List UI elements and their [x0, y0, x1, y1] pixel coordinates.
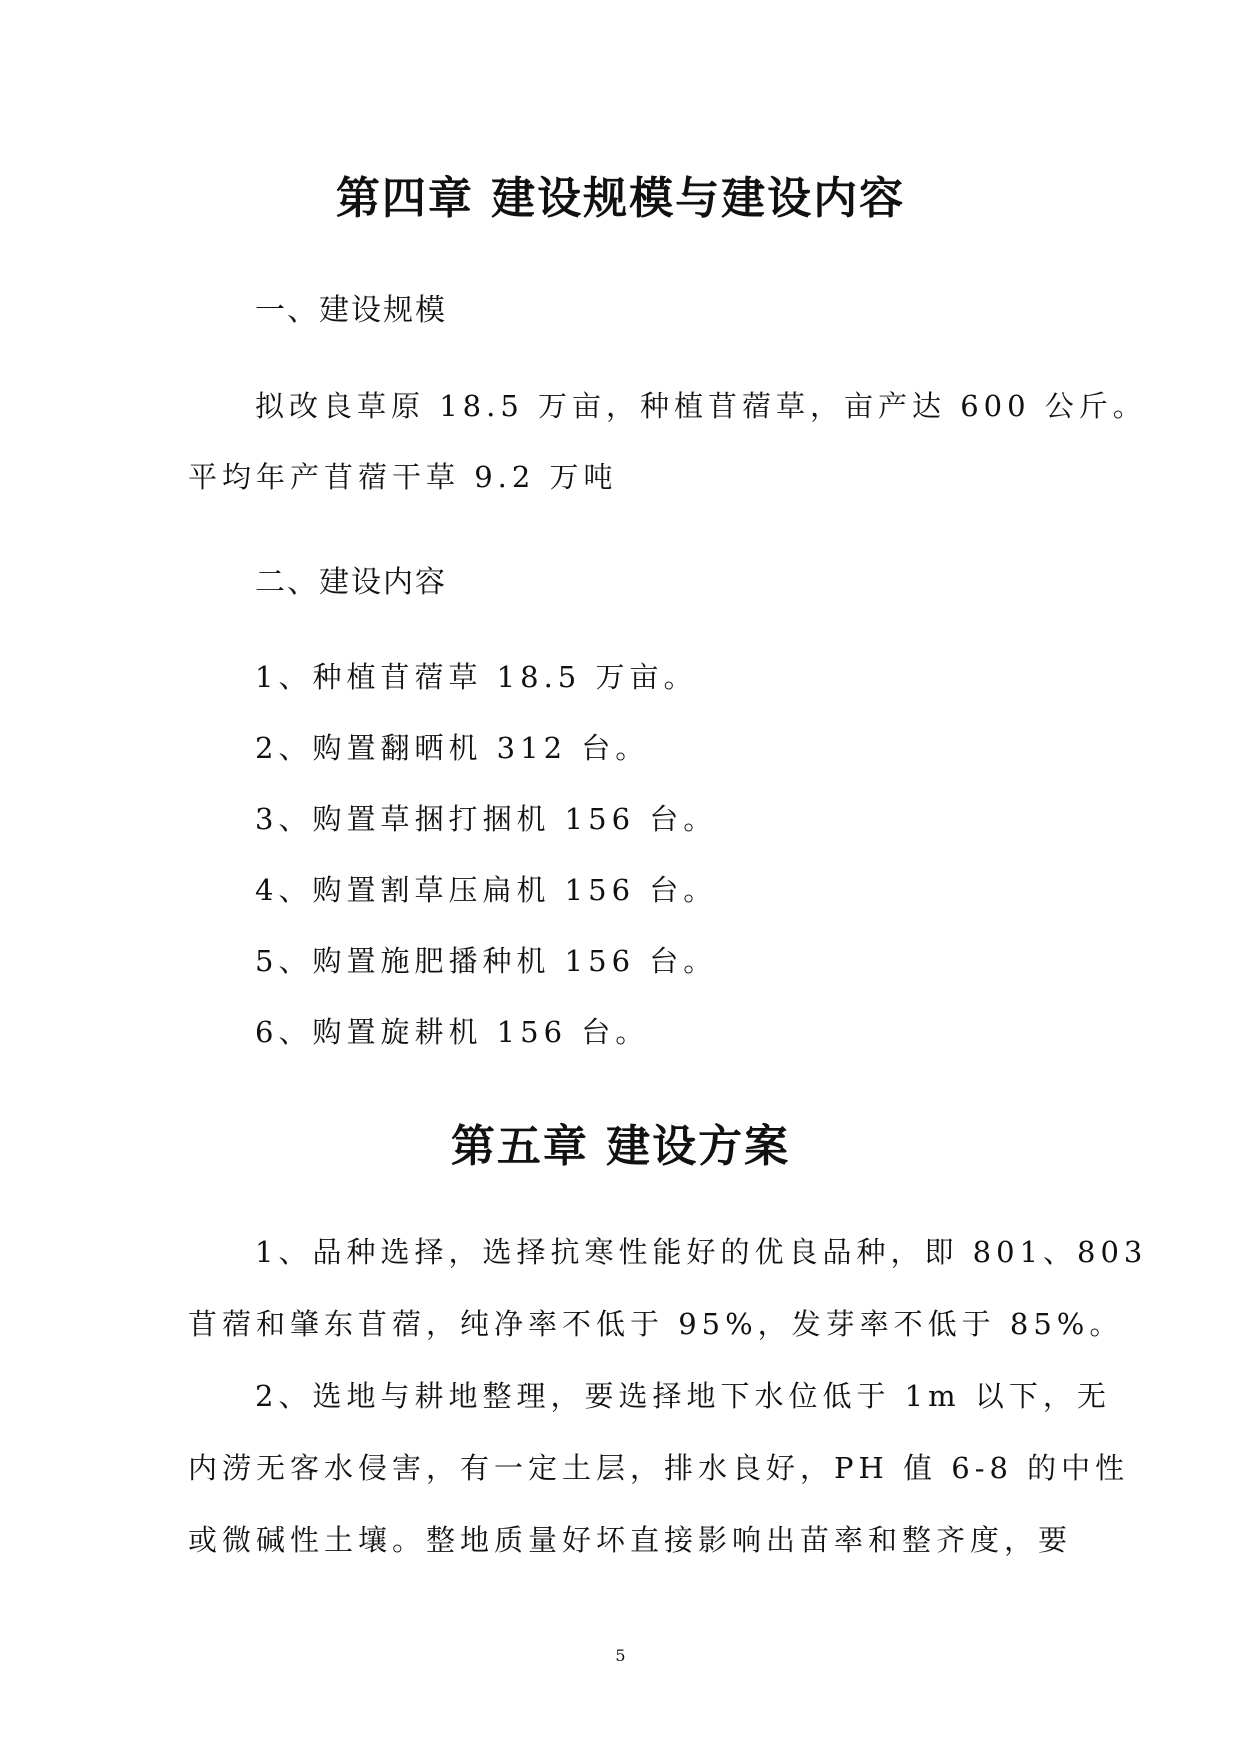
section-1-heading: 一、建设规模: [255, 293, 447, 328]
list-item: 3、购置草捆打捆机 156 台。: [255, 802, 718, 836]
section-2-heading: 二、建设内容: [255, 565, 447, 600]
paragraph-line: 或微碱性土壤。整地质量好坏直接影响出苗率和整齐度，要: [188, 1523, 1073, 1557]
list-item: 1、种植苜蓿草 18.5 万亩。: [255, 660, 698, 694]
list-item: 5、购置施肥播种机 156 台。: [255, 944, 718, 978]
chapter-5-title: 第五章 建设方案: [450, 1121, 791, 1172]
page-number: 5: [615, 1646, 626, 1665]
paragraph-line: 拟改良草原 18.5 万亩，种植苜蓿草，亩产达 600 公斤。: [255, 389, 1147, 423]
paragraph-line: 1、品种选择，选择抗寒性能好的优良品种，即 801、803: [255, 1235, 1148, 1269]
paragraph-line: 内涝无客水侵害，有一定土层，排水良好，PH 值 6-8 的中性: [188, 1451, 1130, 1485]
paragraph-line: 苜蓿和肇东苜蓿，纯净率不低于 95%，发芽率不低于 85%。: [188, 1307, 1124, 1341]
list-item: 4、购置割草压扁机 156 台。: [255, 873, 718, 907]
list-item: 6、购置旋耕机 156 台。: [255, 1015, 650, 1049]
paragraph-line: 2、选地与耕地整理，要选择地下水位低于 1m 以下，无: [255, 1379, 1111, 1413]
chapter-4-title: 第四章 建设规模与建设内容: [335, 173, 906, 224]
paragraph-line: 平均年产苜蓿干草 9.2 万吨: [188, 460, 618, 494]
list-item: 2、购置翻晒机 312 台。: [255, 731, 650, 765]
